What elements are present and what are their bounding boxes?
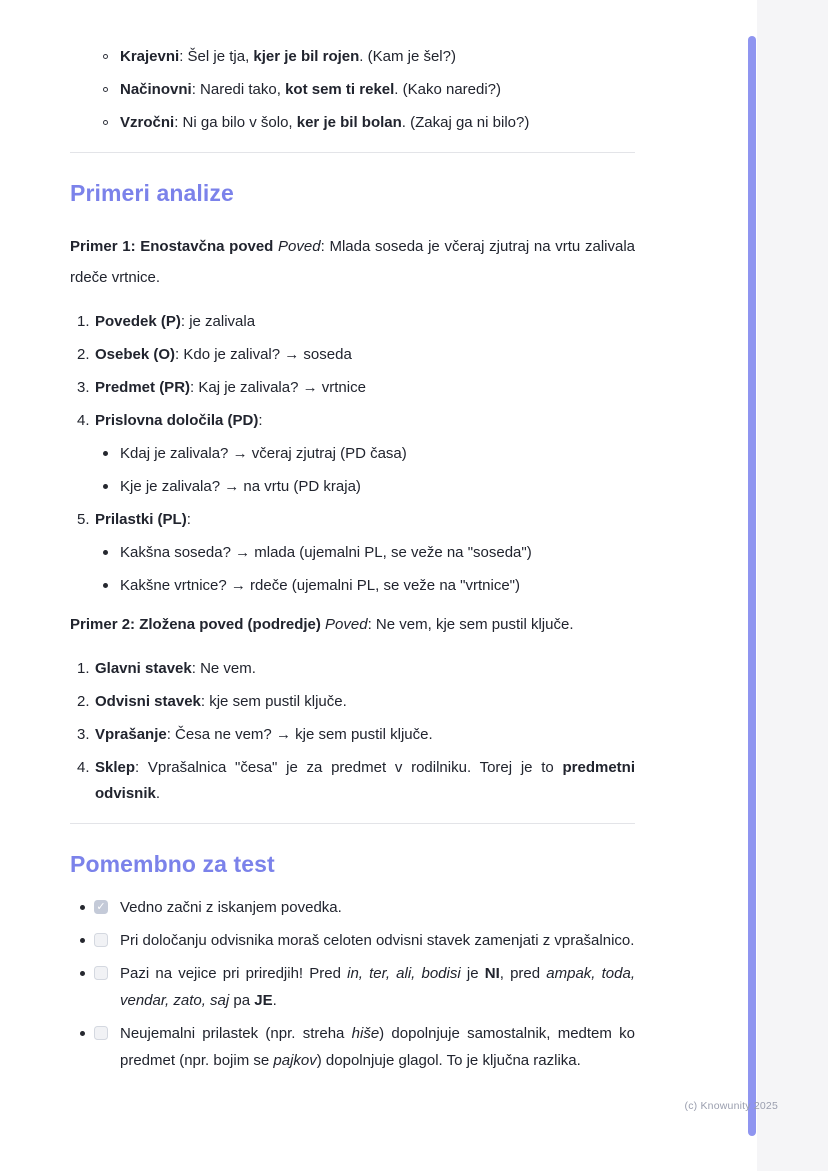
checkbox[interactable] xyxy=(94,1026,108,1040)
list-item-text: Kdaj je zalivala? → včeraj zjutraj (PD časa) xyxy=(120,445,407,462)
dot-shape xyxy=(80,905,85,910)
bullet-icon xyxy=(103,540,120,566)
scrollbar-thumb[interactable] xyxy=(748,36,756,1136)
list-item xyxy=(70,110,635,136)
item-number: 4. xyxy=(77,412,90,429)
circle-shape xyxy=(103,87,108,92)
dot-shape xyxy=(103,550,108,555)
item-number: 4. xyxy=(77,759,90,776)
dot-shape xyxy=(80,1031,85,1036)
item-text: Povedek (P): je zalivala xyxy=(95,313,256,330)
list-item xyxy=(95,573,635,599)
numbered-item xyxy=(70,375,635,401)
list-item xyxy=(95,540,635,566)
section-heading-primeri-analize: Primeri analize xyxy=(70,180,234,206)
item-number: 1. xyxy=(77,660,90,677)
checkbox[interactable] xyxy=(94,900,108,914)
circle-bullet-icon xyxy=(103,44,120,70)
item-number: 3. xyxy=(77,726,90,743)
example1-steps-list xyxy=(70,309,635,599)
item-text: Prislovna določila (PD): xyxy=(95,412,263,429)
item-number: 5. xyxy=(77,511,90,528)
bullet-icon xyxy=(80,1020,85,1074)
bullet-icon xyxy=(103,573,120,599)
page-right-margin xyxy=(757,0,828,1171)
checklist-item xyxy=(70,1020,635,1074)
dot-shape xyxy=(80,938,85,943)
item-text: Sklep: Vprašalnica "česa" je za predmet v rodilniku. Torej je to predmetni odvisnik. xyxy=(95,759,635,802)
numbered-item xyxy=(70,507,635,599)
example1-intro-paragraph: Primer 1: Enostavčna poved Poved: Mlada soseda je včeraj zjutraj na vrtu zalivala rdeče vrtnice. xyxy=(70,238,635,286)
item-text: Predmet (PR): Kaj je zalivala? → vrtnice xyxy=(95,379,366,396)
list-item xyxy=(70,77,635,103)
dot-shape xyxy=(103,583,108,588)
item-text: Vprašanje: Česa ne vem? → kje sem pustil ključe. xyxy=(95,726,433,743)
list-item-text: Kakšne vrtnice? → rdeče (ujemalni PL, se veže na "vrtnice") xyxy=(120,577,520,594)
item-number: 1. xyxy=(77,313,90,330)
bullet-icon xyxy=(80,960,85,1014)
item-text: Glavni stavek: Ne vem. xyxy=(95,660,256,677)
list-item-text: Krajevni: Šel je tja, kjer je bil rojen. (Kam je šel?) xyxy=(120,48,456,65)
example2-steps-list xyxy=(70,656,635,807)
numbered-item xyxy=(70,689,635,715)
checklist-item xyxy=(70,960,635,1014)
list-item-text: Kakšna soseda? → mlada (ujemalni PL, se veže na "soseda") xyxy=(120,544,532,561)
checklist-item-text: Vedno začni z iskanjem povedka. xyxy=(120,899,342,916)
circle-bullet-icon xyxy=(103,110,120,136)
item-number: 2. xyxy=(77,346,90,363)
numbered-item xyxy=(70,342,635,368)
checklist-item xyxy=(70,927,635,954)
bullet-icon xyxy=(103,441,120,467)
checklist-item-text: Neujemalni prilastek (npr. streha hiše) dopolnjuje samostalnik, medtem ko predmet (npr. bojim se pajkov) dopolnjuje glagol. To je ključna razlika. xyxy=(120,1025,635,1069)
item-text: Osebek (O): Kdo je zalival? → soseda xyxy=(95,346,352,363)
circle-shape xyxy=(103,120,108,125)
numbered-item xyxy=(70,656,635,682)
sub-bullet-list xyxy=(95,540,635,599)
bullet-icon xyxy=(80,927,85,954)
dot-shape xyxy=(80,971,85,976)
sub-bullet-list xyxy=(95,441,635,500)
dot-shape xyxy=(103,484,108,489)
checklist-item-text: Pazi na vejice pri priredjih! Pred in, ter, ali, bodisi je NI, pred ampak, toda, vendar, zato, saj pa JE. xyxy=(120,965,636,1009)
copyright-watermark: (c) Knowunity 2025 xyxy=(684,1100,778,1112)
test-checklist xyxy=(70,894,635,1074)
adverbial-clause-list xyxy=(70,44,635,136)
checkbox[interactable] xyxy=(94,966,108,980)
item-body xyxy=(95,507,635,599)
list-item xyxy=(70,44,635,70)
list-item-text: Kje je zalivala? → na vrtu (PD kraja) xyxy=(120,478,361,495)
item-body xyxy=(95,408,635,500)
item-text: Odvisni stavek: kje sem pustil ključe. xyxy=(95,693,347,710)
bullet-icon xyxy=(80,894,85,921)
item-number: 3. xyxy=(77,379,90,396)
list-item xyxy=(95,474,635,500)
circle-shape xyxy=(103,54,108,59)
item-number: 2. xyxy=(77,693,90,710)
checklist-item xyxy=(70,894,635,921)
bullet-icon xyxy=(103,474,120,500)
circle-bullet-icon xyxy=(103,77,120,103)
list-item-text: Vzročni: Ni ga bilo v šolo, ker je bil bolan. (Zakaj ga ni bilo?) xyxy=(120,114,530,131)
numbered-item xyxy=(70,309,635,335)
checklist-item-text: Pri določanju odvisnika moraš celoten odvisni stavek zamenjati z vprašalnico. xyxy=(120,932,635,949)
list-item xyxy=(95,441,635,467)
numbered-item xyxy=(70,408,635,500)
numbered-item xyxy=(70,722,635,748)
section-divider xyxy=(70,823,635,824)
numbered-item xyxy=(70,755,635,807)
example2-intro-paragraph: Primer 2: Zložena poved (podredje) Poved: Ne vem, kje sem pustil ključe. xyxy=(70,616,574,633)
dot-shape xyxy=(103,451,108,456)
list-item-text: Načinovni: Naredi tako, kot sem ti rekel. (Kako naredi?) xyxy=(120,81,502,98)
item-text: Prilastki (PL): xyxy=(95,511,191,528)
section-divider xyxy=(70,152,635,153)
checkbox[interactable] xyxy=(94,933,108,947)
section-heading-pomembno-za-test: Pomembno za test xyxy=(70,851,275,877)
document-content xyxy=(70,36,635,1080)
